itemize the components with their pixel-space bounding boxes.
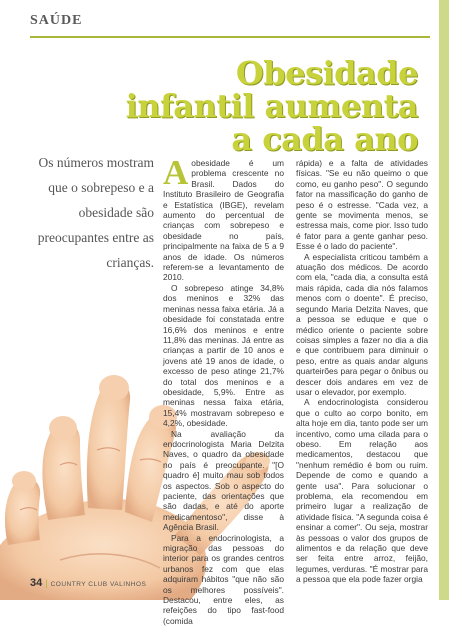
paragraph: Na avaliação da endocrinologista Maria Delzita Naves, o quadro da obesidade no país é preocupante. "[O quadro é] muito mau sob todos os aspectos. Sob o aspecto do paciente, das orientações que são dadas, e até do aporte medicamentoso", disse à Agência Brasil. (163, 428, 284, 533)
headline: Obesidade infantil aumenta a cada ano (125, 54, 418, 158)
magazine-name: COUNTRY CLUB VALINHOS (50, 581, 147, 588)
article-column-2 (296, 158, 428, 585)
deck-text: Os números mostram que o sobrepeso e a obesidade são preocupantes entre as crianças. (37, 155, 154, 270)
drop-cap: A (163, 153, 189, 192)
section-label: SAÚDE (30, 13, 83, 28)
paragraph: rápida) e a falta de atividades físicas. "Se eu não queimo o que como, eu ganho peso". O segundo fator na massificação do ganho de peso é o estresse. "Cada vez, a gente se movimenta menos, se estressa mais, come pior. Isso tudo é fator para a gente ganhar peso. Esse é o lado do paciente". (296, 158, 428, 252)
footer-separator: | (45, 578, 48, 588)
page-number: 34 (30, 577, 43, 589)
paragraph: Para a endocrinologista, a migração das pessoas do interior para os grandes centros urbanos fez com que elas adquiram hábitos "que não são os melhores possíveis". Destacou, entre eles, as refeições do tipo fast-food (comida (163, 532, 284, 626)
article-column-1 (163, 153, 284, 626)
paragraph (163, 153, 284, 283)
paragraph: A especialista criticou também a atuação dos médicos. De acordo com ela, "cada dia, a consulta está mais rápida, cada dia nós falamos menos com o doente". É preciso, segundo Maria Delzita Naves, que a pessoa se eduque e que o médico oriente o paciente sobre coisas simples a fazer no dia a dia e que contribuem para diminuir o peso, entre as quais andar alguns quarteirões para pegar o ônibus ou descer dois andares em vez de usar o elevador, por exemplo. (296, 251, 428, 397)
paragraph: O sobrepeso atinge 34,8% dos meninos e 32% das meninas nessa faixa etária. Já a obesidade foi constatada entre 16,6% dos meninos e entre 11,8% das meninas. Já entre as crianças a partir de 10 anos e jovens até 19 anos de idade, o excesso de peso atinge 21,7% do total dos meninos e a obesidade, 5,9%. Entre as meninas nessa faixa etária, 15,4% mostravam sobrepeso e 4,2%, obesidade. (163, 282, 284, 429)
page-footer (30, 577, 146, 589)
paragraph: A endocrinologista considerou que o culto ao corpo bonito, em alta hoje em dia, tanto pode ser um incentivo, como uma cilada para o obeso. Em relação aos medicamentos, destacou que "nenhum remédio é bom ou ruim. Depende de como e quando a gente usa". Para solucionar o problema, ela recomendou em primeiro lugar a realização de atividade física. "A segunda coisa é ensinar a comer". Ou seja, mostrar às pessoas o valor dos grupos de alimentos e da relação que deve ser feita entre arroz, feijão, legumes, verduras. "É mostrar para a pessoa que ela pode fazer orgia (296, 397, 428, 585)
page-edge-bar (439, 0, 449, 600)
section-rule (30, 36, 430, 38)
paragraph-text: obesidade é um problema crescente no Brasil. Dados do Instituto Brasileiro de Geografia e Estatística (IBGE), revelam aumento do percentual de crianças com sobrepeso e obesidade no país, principalmente na faixa de 5 a 9 anos de idade. Os números referem-se a levantamento de 2010. (163, 158, 284, 283)
